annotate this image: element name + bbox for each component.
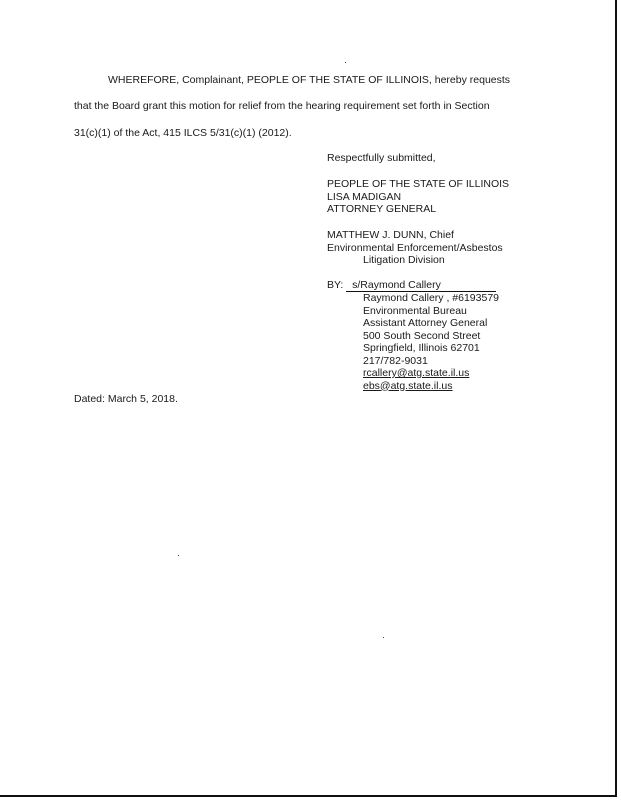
scan-speck xyxy=(345,62,346,63)
scan-speck xyxy=(178,555,179,556)
email-link-1[interactable]: rcallery@atg.state.il.us xyxy=(363,367,470,379)
chief-block xyxy=(327,229,587,267)
address-line-1: 500 South Second Street xyxy=(363,329,481,342)
dated-line: Dated: March 5, 2018. xyxy=(74,393,178,405)
phone: 217/782-9031 xyxy=(363,354,428,367)
party-name: PEOPLE OF THE STATE OF ILLINOIS xyxy=(327,178,510,190)
division-line-1: Environmental Enforcement/Asbestos xyxy=(327,241,503,254)
attorney-title: Assistant Attorney General xyxy=(363,317,488,329)
scan-speck xyxy=(383,637,384,638)
signature-block xyxy=(327,279,587,392)
email-link-2[interactable]: ebs@atg.state.il.us xyxy=(363,379,453,392)
address-line-2: Springfield, Illinois 62701 xyxy=(363,342,480,354)
attorney-name: Raymond Callery , #6193579 xyxy=(363,292,499,304)
ag-title: ATTORNEY GENERAL xyxy=(327,203,437,215)
signature-line xyxy=(346,280,496,292)
ag-name: LISA MADIGAN xyxy=(327,190,402,203)
bureau: Environmental Bureau xyxy=(363,304,467,317)
chief-name: MATTHEW J. DUNN, Chief xyxy=(327,229,454,241)
by-label: BY: xyxy=(327,279,344,291)
body-line-3: 31(c)(1) of the Act, 415 ILCS 5/31(c)(1) (2012). xyxy=(74,127,292,139)
party-block xyxy=(327,178,587,216)
by-row xyxy=(327,279,587,292)
electronic-signature: s/Raymond Callery xyxy=(352,279,441,291)
closing: Respectfully submitted, xyxy=(327,152,436,164)
division-line-2: Litigation Division xyxy=(363,254,445,266)
body-line-1: WHEREFORE, Complainant, PEOPLE OF THE STATE OF ILLINOIS, hereby requests xyxy=(108,74,511,86)
body-line-2: that the Board grant this motion for relief from the hearing requirement set forth in Section xyxy=(74,100,490,112)
